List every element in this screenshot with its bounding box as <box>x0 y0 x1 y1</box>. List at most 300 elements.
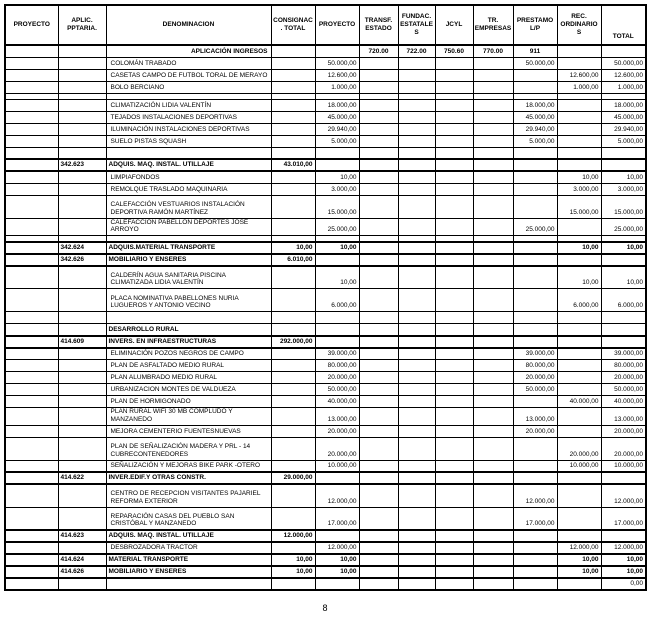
cell-transf <box>359 57 398 69</box>
cell-proy: 13.000,00 <box>315 408 359 426</box>
cell-transf <box>359 111 398 123</box>
cell-fundac <box>398 396 435 408</box>
cell-jcyl <box>435 472 473 484</box>
cell-proyecto <box>5 396 58 408</box>
cell-cons <box>271 289 315 312</box>
cell-jcyl <box>435 324 473 336</box>
cell-proy <box>315 312 359 324</box>
cell-total <box>601 336 646 348</box>
cell-proyecto <box>5 542 58 554</box>
cell-aplic <box>58 460 106 472</box>
table-row-section <box>5 254 646 266</box>
cell-prest: 50.000,00 <box>513 57 557 69</box>
cell-proy: 12.000,00 <box>315 484 359 507</box>
cell-rec <box>557 147 601 159</box>
table-row <box>5 266 646 289</box>
cell-proyecto <box>5 484 58 507</box>
cell-cons <box>271 111 315 123</box>
cell-aplic: 342.624 <box>58 242 106 254</box>
cell-tremp <box>473 57 513 69</box>
cell-rec <box>557 254 601 266</box>
cell-cons <box>271 57 315 69</box>
cell-total: 10,00 <box>601 242 646 254</box>
table-row <box>5 425 646 437</box>
cell-transf <box>359 218 398 236</box>
cell-fundac <box>398 99 435 111</box>
cell-total: 40.000,00 <box>601 396 646 408</box>
cell-transf <box>359 542 398 554</box>
column-header-jcyl: JCYL <box>435 5 473 45</box>
cell-tremp <box>473 348 513 360</box>
cell-aplic <box>58 289 106 312</box>
column-header-proyecto: PROYECTO <box>5 5 58 45</box>
cell-transf <box>359 408 398 426</box>
cell-transf <box>359 566 398 578</box>
table-row-section <box>5 554 646 566</box>
cell-prest <box>513 81 557 93</box>
page-number: 8 <box>322 603 328 613</box>
cell-fundac <box>398 360 435 372</box>
cell-cons <box>271 147 315 159</box>
cell-prest <box>513 147 557 159</box>
cell-proy: 12.000,00 <box>315 542 359 554</box>
cell-fundac <box>398 123 435 135</box>
cell-prest <box>513 437 557 460</box>
cell-fundac <box>398 266 435 289</box>
cell-tremp <box>473 266 513 289</box>
cell-jcyl <box>435 195 473 218</box>
cell-proyecto <box>5 460 58 472</box>
cell-jcyl <box>435 183 473 195</box>
cell-tremp: 770.00 <box>473 45 513 57</box>
cell-jcyl <box>435 566 473 578</box>
cell-rec <box>557 472 601 484</box>
cell-jcyl <box>435 554 473 566</box>
cell-fundac <box>398 111 435 123</box>
cell-cons <box>271 183 315 195</box>
cell-aplic <box>58 195 106 218</box>
cell-jcyl <box>435 460 473 472</box>
table-row <box>5 542 646 554</box>
cell-fundac <box>398 81 435 93</box>
cell-fundac <box>398 425 435 437</box>
cell-fundac <box>398 324 435 336</box>
cell-total: 6.000,00 <box>601 289 646 312</box>
cell-total: 10,00 <box>601 266 646 289</box>
cell-proy: 18.000,00 <box>315 99 359 111</box>
cell-cons: 43.010,00 <box>271 159 315 171</box>
cell-proyecto <box>5 372 58 384</box>
cell-rec <box>557 99 601 111</box>
column-header-denominacion: DENOMINACION <box>106 5 271 45</box>
cell-total: 10,00 <box>601 566 646 578</box>
cell-rec <box>557 425 601 437</box>
cell-aplic <box>58 360 106 372</box>
cell-tremp <box>473 425 513 437</box>
cell-transf <box>359 242 398 254</box>
cell-total: 0,00 <box>601 578 646 590</box>
cell-prest: 20.000,00 <box>513 425 557 437</box>
table-row <box>5 360 646 372</box>
cell-total: 5.000,00 <box>601 135 646 147</box>
cell-proy <box>315 530 359 542</box>
cell-rec: 10.000,00 <box>557 460 601 472</box>
cell-fundac <box>398 384 435 396</box>
cell-cons: 10,00 <box>271 554 315 566</box>
table-row <box>5 289 646 312</box>
cell-fundac <box>398 195 435 218</box>
cell-transf <box>359 81 398 93</box>
cell-proy: 39.000,00 <box>315 348 359 360</box>
cell-jcyl: 750.60 <box>435 45 473 57</box>
cell-prest: 18.000,00 <box>513 99 557 111</box>
cell-aplic <box>58 437 106 460</box>
cell-transf <box>359 171 398 183</box>
cell-cons <box>271 81 315 93</box>
cell-proy: 12.600,00 <box>315 69 359 81</box>
cell-prest <box>513 254 557 266</box>
cell-prest: 80.000,00 <box>513 360 557 372</box>
cell-proyecto <box>5 159 58 171</box>
cell-cons <box>271 484 315 507</box>
cell-rec <box>557 530 601 542</box>
cell-prest: 25.000,00 <box>513 218 557 236</box>
cell-proy: 25.000,00 <box>315 218 359 236</box>
cell-rec: 10,00 <box>557 171 601 183</box>
cell-rec <box>557 348 601 360</box>
cell-cons <box>271 312 315 324</box>
cell-total: 25.000,00 <box>601 218 646 236</box>
cell-proy: 10,00 <box>315 554 359 566</box>
cell-total: 20.000,00 <box>601 372 646 384</box>
cell-prest: 17.000,00 <box>513 507 557 530</box>
table-row <box>5 135 646 147</box>
cell-total: 50.000,00 <box>601 57 646 69</box>
cell-transf <box>359 312 398 324</box>
column-header-tr-empresas: TR. EMPRESAS <box>473 5 513 45</box>
cell-transf <box>359 460 398 472</box>
cell-transf <box>359 69 398 81</box>
cell-transf <box>359 484 398 507</box>
cell-denom: PLAN DE ASFALTADO MEDIO RURAL <box>106 360 271 372</box>
cell-tremp <box>473 183 513 195</box>
cell-jcyl <box>435 408 473 426</box>
cell-proyecto <box>5 312 58 324</box>
cell-transf <box>359 384 398 396</box>
cell-tremp <box>473 242 513 254</box>
cell-prest <box>513 530 557 542</box>
cell-prest <box>513 566 557 578</box>
cell-cons: 29.000,00 <box>271 472 315 484</box>
cell-jcyl <box>435 289 473 312</box>
cell-fundac <box>398 336 435 348</box>
cell-proy <box>315 159 359 171</box>
cell-proyecto <box>5 45 58 57</box>
cell-rec <box>557 159 601 171</box>
cell-rec: 3.000,00 <box>557 183 601 195</box>
cell-proyecto <box>5 266 58 289</box>
cell-aplic <box>58 69 106 81</box>
table-row <box>5 69 646 81</box>
cell-proyecto <box>5 69 58 81</box>
cell-tremp <box>473 437 513 460</box>
cell-proy <box>315 472 359 484</box>
cell-denom: MOBILIARIO Y ENSERES <box>106 566 271 578</box>
cell-jcyl <box>435 542 473 554</box>
cell-jcyl <box>435 123 473 135</box>
table-row-section <box>5 242 646 254</box>
cell-proy: 40.000,00 <box>315 396 359 408</box>
cell-total: 12.600,00 <box>601 69 646 81</box>
cell-total: 10,00 <box>601 171 646 183</box>
cell-denom: CALEFACCIÓN VESTUARIOS INSTALACIÓN DEPORTIVA RAMÓN MARTÍNEZ <box>106 195 271 218</box>
cell-aplic: 414.623 <box>58 530 106 542</box>
cell-prest <box>513 396 557 408</box>
cell-rec: 15.000,00 <box>557 195 601 218</box>
cell-total: 17.000,00 <box>601 507 646 530</box>
cell-fundac <box>398 171 435 183</box>
cell-cons <box>271 384 315 396</box>
cell-prest: 39.000,00 <box>513 348 557 360</box>
table-row <box>5 408 646 426</box>
cell-jcyl <box>435 81 473 93</box>
table-row <box>5 372 646 384</box>
cell-proy: 29.940,00 <box>315 123 359 135</box>
cell-total: 45.000,00 <box>601 111 646 123</box>
cell-cons <box>271 542 315 554</box>
cell-aplic: 414.624 <box>58 554 106 566</box>
cell-proy <box>315 147 359 159</box>
cell-prest: 13.000,00 <box>513 408 557 426</box>
cell-fundac <box>398 530 435 542</box>
cell-fundac <box>398 507 435 530</box>
cell-cons <box>271 507 315 530</box>
cell-transf <box>359 530 398 542</box>
cell-aplic <box>58 218 106 236</box>
cell-tremp <box>473 147 513 159</box>
cell-fundac <box>398 437 435 460</box>
cell-denom: PLAN DE SEÑALIZACIÓN MADERA Y PRL - 14 CUBRECONTENEDORES <box>106 437 271 460</box>
cell-transf <box>359 324 398 336</box>
column-header-prestamo-lp: PRESTAMO L/P <box>513 5 557 45</box>
cell-fundac <box>398 159 435 171</box>
cell-denom: PLAN ALUMBRADO MEDIO RURAL <box>106 372 271 384</box>
cell-denom: LIMPIAFONDOS <box>106 171 271 183</box>
cell-fundac <box>398 147 435 159</box>
cell-prest <box>513 159 557 171</box>
cell-cons <box>271 360 315 372</box>
column-header-fundac-estatales: FUNDAC. ESTATALES <box>398 5 435 45</box>
cell-proyecto <box>5 360 58 372</box>
cell-prest: 5.000,00 <box>513 135 557 147</box>
cell-cons: 10,00 <box>271 566 315 578</box>
cell-prest <box>513 312 557 324</box>
cell-jcyl <box>435 384 473 396</box>
cell-aplic <box>58 542 106 554</box>
column-header-consignac-total: CONSIGNAC. TOTAL <box>271 5 315 45</box>
cell-total: 15.000,00 <box>601 195 646 218</box>
cell-aplic <box>58 183 106 195</box>
cell-fundac <box>398 183 435 195</box>
cell-proyecto <box>5 324 58 336</box>
cell-cons <box>271 437 315 460</box>
cell-jcyl <box>435 530 473 542</box>
cell-fundac: 722.00 <box>398 45 435 57</box>
cell-rec <box>557 507 601 530</box>
cell-proyecto <box>5 135 58 147</box>
cell-proy: 50.000,00 <box>315 57 359 69</box>
cell-proy: 10.000,00 <box>315 460 359 472</box>
cell-fundac <box>398 484 435 507</box>
cell-tremp <box>473 336 513 348</box>
cell-fundac <box>398 218 435 236</box>
cell-total <box>601 254 646 266</box>
cell-denom: COLOMÁN TRABADO <box>106 57 271 69</box>
cell-transf <box>359 289 398 312</box>
cell-fundac <box>398 312 435 324</box>
cell-transf <box>359 336 398 348</box>
cell-prest <box>513 460 557 472</box>
cell-aplic <box>58 425 106 437</box>
cell-aplic: 414.622 <box>58 472 106 484</box>
table-row <box>5 123 646 135</box>
cell-denom: DESBROZADORA TRACTOR <box>106 542 271 554</box>
cell-tremp <box>473 408 513 426</box>
cell-tremp <box>473 507 513 530</box>
cell-proy: 20.000,00 <box>315 425 359 437</box>
table-row-blank <box>5 578 646 590</box>
cell-cons <box>271 372 315 384</box>
cell-fundac <box>398 57 435 69</box>
cell-prest: 45.000,00 <box>513 111 557 123</box>
cell-denom: ILUMINACIÓN INSTALACIONES DEPORTIVAS <box>106 123 271 135</box>
table-row <box>5 57 646 69</box>
cell-cons: 292.000,00 <box>271 336 315 348</box>
cell-denom: REPARACIÓN CASAS DEL PUEBLO SAN CRISTÓBAL Y MANZANEDO <box>106 507 271 530</box>
cell-prest <box>513 472 557 484</box>
cell-denom <box>106 578 271 590</box>
table-row-section <box>5 530 646 542</box>
cell-cons <box>271 195 315 218</box>
table-row <box>5 45 646 57</box>
cell-proyecto <box>5 384 58 396</box>
cell-total <box>601 147 646 159</box>
column-header-proyecto-2: PROYECTO <box>315 5 359 45</box>
cell-aplic <box>58 57 106 69</box>
cell-transf <box>359 195 398 218</box>
cell-transf <box>359 437 398 460</box>
cell-jcyl <box>435 484 473 507</box>
cell-aplic <box>58 147 106 159</box>
cell-proyecto <box>5 530 58 542</box>
cell-total: 10.000,00 <box>601 460 646 472</box>
cell-cons: 10,00 <box>271 242 315 254</box>
cell-rec <box>557 324 601 336</box>
cell-prest <box>513 336 557 348</box>
cell-tremp <box>473 289 513 312</box>
header-row <box>5 5 646 45</box>
cell-tremp <box>473 566 513 578</box>
cell-cons <box>271 266 315 289</box>
cell-jcyl <box>435 312 473 324</box>
cell-jcyl <box>435 266 473 289</box>
cell-proy: 10,00 <box>315 566 359 578</box>
cell-denom: ADQUIS.MATERIAL TRANSPORTE <box>106 242 271 254</box>
cell-denom: APLICACIÓN INGRESOS <box>106 45 271 57</box>
cell-prest <box>513 554 557 566</box>
cell-proyecto <box>5 183 58 195</box>
cell-denom: CALEFACCIÓN PABELLÓN DEPORTES JOSÉ ARROYO <box>106 218 271 236</box>
cell-denom: CALDERÍN AGUA SANITARIA PISCINA CLIMATIZADA LIDIA VALENTÍN <box>106 266 271 289</box>
cell-total: 50.000,00 <box>601 384 646 396</box>
cell-aplic <box>58 372 106 384</box>
cell-cons <box>271 69 315 81</box>
cell-jcyl <box>435 99 473 111</box>
cell-tremp <box>473 254 513 266</box>
cell-prest: 50.000,00 <box>513 384 557 396</box>
cell-tremp <box>473 554 513 566</box>
table-row-section <box>5 336 646 348</box>
cell-proyecto <box>5 437 58 460</box>
cell-proy <box>315 45 359 57</box>
budget-table <box>4 4 647 591</box>
cell-transf <box>359 425 398 437</box>
cell-fundac <box>398 566 435 578</box>
cell-cons <box>271 578 315 590</box>
cell-transf <box>359 147 398 159</box>
column-header-rec-ordinarios: REC. ORDINARIOS <box>557 5 601 45</box>
cell-tremp <box>473 81 513 93</box>
cell-aplic: 342.623 <box>58 159 106 171</box>
cell-proy: 15.000,00 <box>315 195 359 218</box>
cell-denom: PLAN RURAL WIFI 30 MB COMPLUDO Y MANZANEDO <box>106 408 271 426</box>
cell-fundac <box>398 242 435 254</box>
cell-fundac <box>398 408 435 426</box>
column-header-total: TOTAL <box>601 5 646 45</box>
cell-jcyl <box>435 159 473 171</box>
cell-jcyl <box>435 425 473 437</box>
cell-jcyl <box>435 171 473 183</box>
cell-tremp <box>473 135 513 147</box>
table-row <box>5 348 646 360</box>
cell-cons <box>271 408 315 426</box>
table-row <box>5 171 646 183</box>
cell-proyecto <box>5 554 58 566</box>
cell-cons <box>271 348 315 360</box>
cell-prest: 20.000,00 <box>513 372 557 384</box>
cell-cons <box>271 135 315 147</box>
cell-jcyl <box>435 348 473 360</box>
cell-rec <box>557 336 601 348</box>
cell-proy: 6.000,00 <box>315 289 359 312</box>
cell-rec <box>557 408 601 426</box>
cell-cons <box>271 425 315 437</box>
cell-proy <box>315 254 359 266</box>
cell-proy <box>315 324 359 336</box>
table-row <box>5 396 646 408</box>
cell-tremp <box>473 372 513 384</box>
cell-proyecto <box>5 336 58 348</box>
cell-proyecto <box>5 171 58 183</box>
cell-aplic <box>58 266 106 289</box>
cell-denom <box>106 147 271 159</box>
cell-cons <box>271 324 315 336</box>
cell-cons <box>271 45 315 57</box>
cell-proy: 1.000,00 <box>315 81 359 93</box>
cell-proyecto <box>5 123 58 135</box>
cell-proyecto <box>5 57 58 69</box>
cell-aplic <box>58 81 106 93</box>
